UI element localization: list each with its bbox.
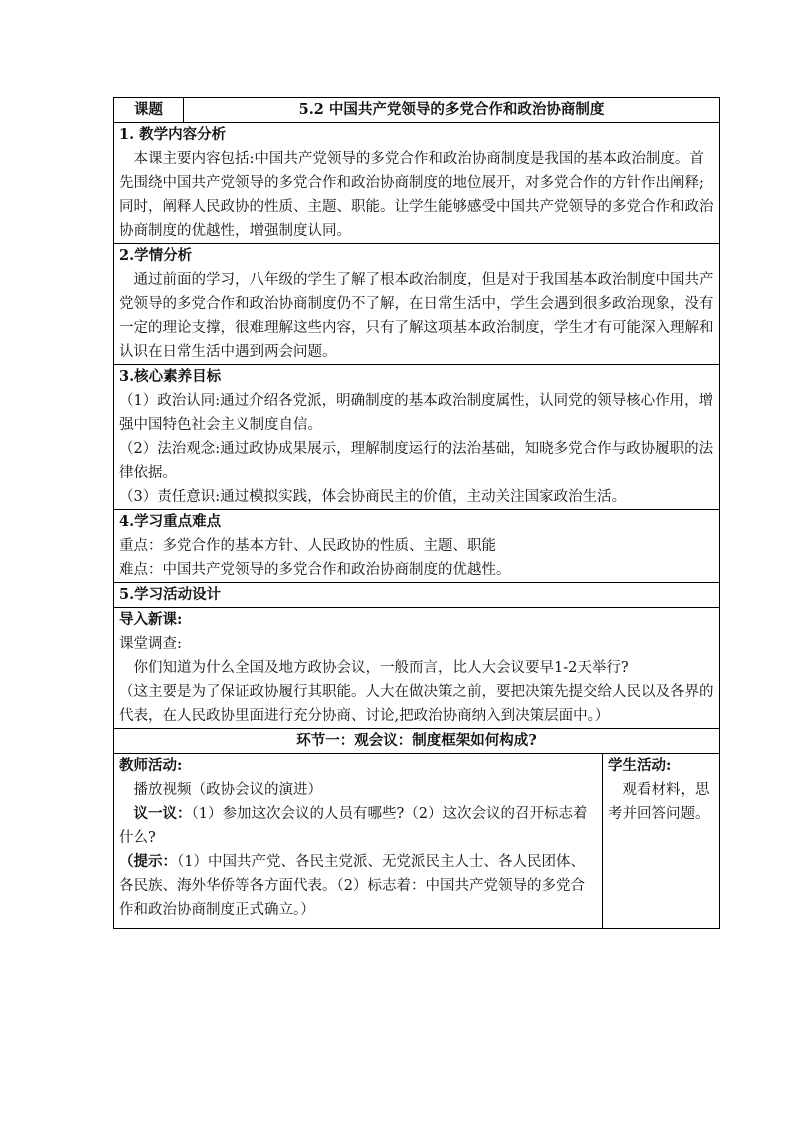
section-key-points — [114, 510, 720, 583]
stage-heading-row — [114, 729, 720, 754]
survey-label: 课堂调查: — [119, 636, 182, 652]
section-row — [114, 583, 720, 608]
section-title: 3.核心素养目标 — [119, 368, 222, 385]
difficult-point: 难点：中国共产党领导的多党合作和政治协商制度的优越性。 — [119, 562, 511, 578]
goal-political-identity: （1）政治认同:通过介绍各党派，明确制度的基本政治制度属性，认同党的领导核心作用，增强中国特色社会主义制度自信。 — [119, 393, 714, 433]
teacher-activity-title: 教师活动: — [119, 757, 183, 774]
discussion-label: 议一议： — [133, 805, 192, 822]
section-row — [114, 123, 720, 244]
goal-responsibility: （3）责任意识:通过模拟实践，体会协商民主的价值，主动关注国家政治生活。 — [119, 489, 627, 505]
hint-label: （提示： — [119, 853, 177, 870]
survey-answer: （这主要是为了保证政协履行其职能。人大在做决策之前，要把决策先提交给人民以及各界的代表，在人民政协里面进行充分协商、讨论,把政治协商纳入到决策层面中。） — [119, 684, 714, 724]
section-content-analysis — [114, 123, 720, 244]
lesson-title: 5.2 中国共产党领导的多党合作和政治协商制度 — [184, 98, 720, 123]
topic-label: 课题 — [114, 98, 184, 123]
intro-title: 导入新课: — [119, 611, 183, 628]
survey-question: 你们知道为什么全国及地方政协会议，一般而言，比人大会议要早1-2天举行? — [133, 660, 629, 676]
student-activity-cell — [603, 754, 720, 929]
section-title: 2.学情分析 — [119, 247, 193, 264]
section-paragraph: 通过前面的学习，八年级的学生了解了根本政治制度，但是对于我国基本政治制度中国共产党领导的多党合作和政治协商制度仍不了解，在日常生活中，学生会遇到很多政治现象，没有一定的理论支撑，很难理解这些内容，只有了解这项基本政治制度，学生才有可能深入理解和认识在日常生活中遇到两会问题。 — [119, 272, 714, 360]
intro-row — [114, 608, 720, 729]
discussion-text: （1）参加这次会议的人员有哪些?（2）这次会议的召开标志着什么? — [119, 806, 588, 846]
hint — [119, 850, 597, 928]
section-student-analysis — [114, 244, 720, 365]
hint-text: （1）中国共产党、各民主党派、无党派民主人士、各人民团体、各民族、海外华侨等各方面代表。（2）标志着：中国共产党领导的多党合作和政治协商制度正式确立。） — [119, 854, 585, 918]
section-title: 1. 教学内容分析 — [119, 126, 227, 143]
intro-cell — [114, 608, 720, 729]
lesson-plan-table — [113, 97, 720, 929]
section-row — [114, 510, 720, 583]
section-paragraph: 本课主要内容包括:中国共产党领导的多党合作和政治协商制度是我国的基本政治制度。首先围绕中国共产党领导的多党合作和政治协商制度的地位展开，对多党合作的方针作出阐释;同时，阐释人民政协的性质、主题、职能。让学生能够感受中国共产党领导的多党合作和政治协商制度的优越性，增强制度认同。 — [119, 151, 714, 239]
student-activity-title: 学生活动: — [608, 757, 672, 774]
section-title: 5.学习活动设计 — [119, 586, 222, 603]
section-row — [114, 365, 720, 510]
teacher-activity-cell — [114, 754, 603, 929]
goal-rule-of-law: （2）法治观念:通过政协成果展示，理解制度运行的法治基础，知晓多党合作与政协履职的法律依据。 — [119, 441, 714, 481]
header-row — [114, 98, 720, 123]
section-core-goals — [114, 365, 720, 510]
section-row — [114, 244, 720, 365]
lesson-plan-document — [113, 97, 719, 929]
discussion — [119, 802, 597, 850]
stage-body-row — [114, 754, 720, 929]
key-point: 重点：多党合作的基本方针、人民政协的性质、主题、职能 — [119, 538, 496, 554]
section-activity-design — [114, 583, 720, 608]
student-activity-text: 观看材料，思考并回答问题。 — [608, 782, 710, 822]
section-title: 4.学习重点难点 — [119, 513, 222, 530]
stage-one-title: 环节一：观会议：制度框架如何构成? — [114, 729, 720, 754]
video-instruction: 播放视频（政协会议的演进） — [133, 782, 322, 798]
